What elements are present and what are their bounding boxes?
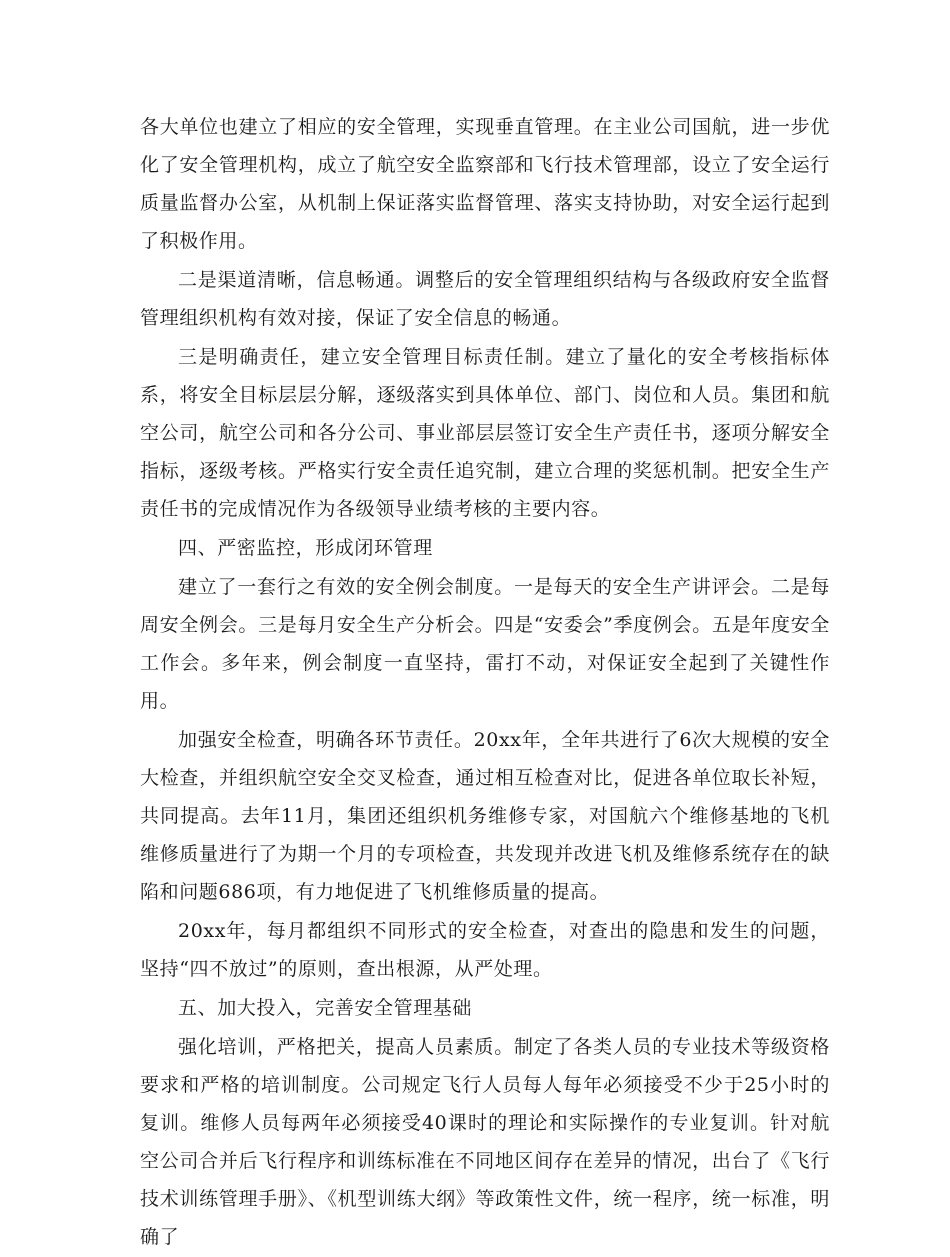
paragraph-training: 强化培训，严格把关，提高人员素质。制定了各类人员的专业技术等级资格要求和严格的培训制度。公司规定飞行人员每人每年必须接受不少于25小时的复训。维修人员每两年必须接受40课时的理论和实际操作的专业复训。针对航空公司合并后飞行程序和训练标准在不同地区间存在差异的情况，出台了《飞行技术训练管理手册》、《机型训练大纲》等政策性文件，统一程序，统一标准，明确了 — [140, 1036, 830, 1248]
paragraph-responsibility: 三是明确责任，建立安全管理目标责任制。建立了量化的安全考核指标体系，将安全目标层层分解，逐级落实到具体单位、部门、岗位和人员。集团和航空公司，航空公司和各分公司、事业部层层签订安全生产责任书，逐项分解安全指标，逐级考核。严格实行安全责任追究制，建立合理的奖惩机制。把安全生产责任书的完成情况作为各级领导业绩考核的主要内容。 — [140, 346, 830, 520]
paragraph-monthly-checks: 20xx年，每月都组织不同形式的安全检查，对查出的隐患和发生的问题，坚持“四不放过”的原则，查出根源，从严处理。 — [140, 920, 830, 980]
document-body — [140, 108, 830, 1257]
paragraph-inspections: 加强安全检查，明确各环节责任。20xx年，全年共进行了6次大规模的安全大检查，并组织航空安全交叉检查，通过相互检查对比，促进各单位取长补短，共同提高。去年11月，集团还组织机务维修专家，对国航六个维修基地的飞机维修质量进行了为期一个月的专项检查，共发现并改进飞机及维修系统存在的缺陷和问题686项，有力地促进了飞机维修质量的提高。 — [140, 729, 830, 903]
paragraph-continuation: 各大单位也建立了相应的安全管理，实现垂直管理。在主业公司国航，进一步优化了安全管理机构，成立了航空安全监察部和飞行技术管理部，设立了安全运行质量监督办公室，从机制上保证落实监督管理、落实支持协助，对安全运行起到了积极作用。 — [140, 116, 830, 252]
section-heading-investment: 五、加大投入，完善安全管理基础 — [178, 997, 473, 1019]
paragraph-channels: 二是渠道清晰，信息畅通。调整后的安全管理组织结构与各级政府安全监督管理组织机构有效对接，保证了安全信息的畅通。 — [140, 269, 830, 329]
paragraph-meetings: 建立了一套行之有效的安全例会制度。一是每天的安全生产讲评会。二是每周安全例会。三是每月安全生产分析会。四是“安委会”季度例会。五是年度安全工作会。多年来，例会制度一直坚持，雷打不动，对保证安全起到了关键性作用。 — [140, 576, 830, 712]
section-heading-monitoring: 四、严密监控，形成闭环管理 — [178, 537, 433, 559]
